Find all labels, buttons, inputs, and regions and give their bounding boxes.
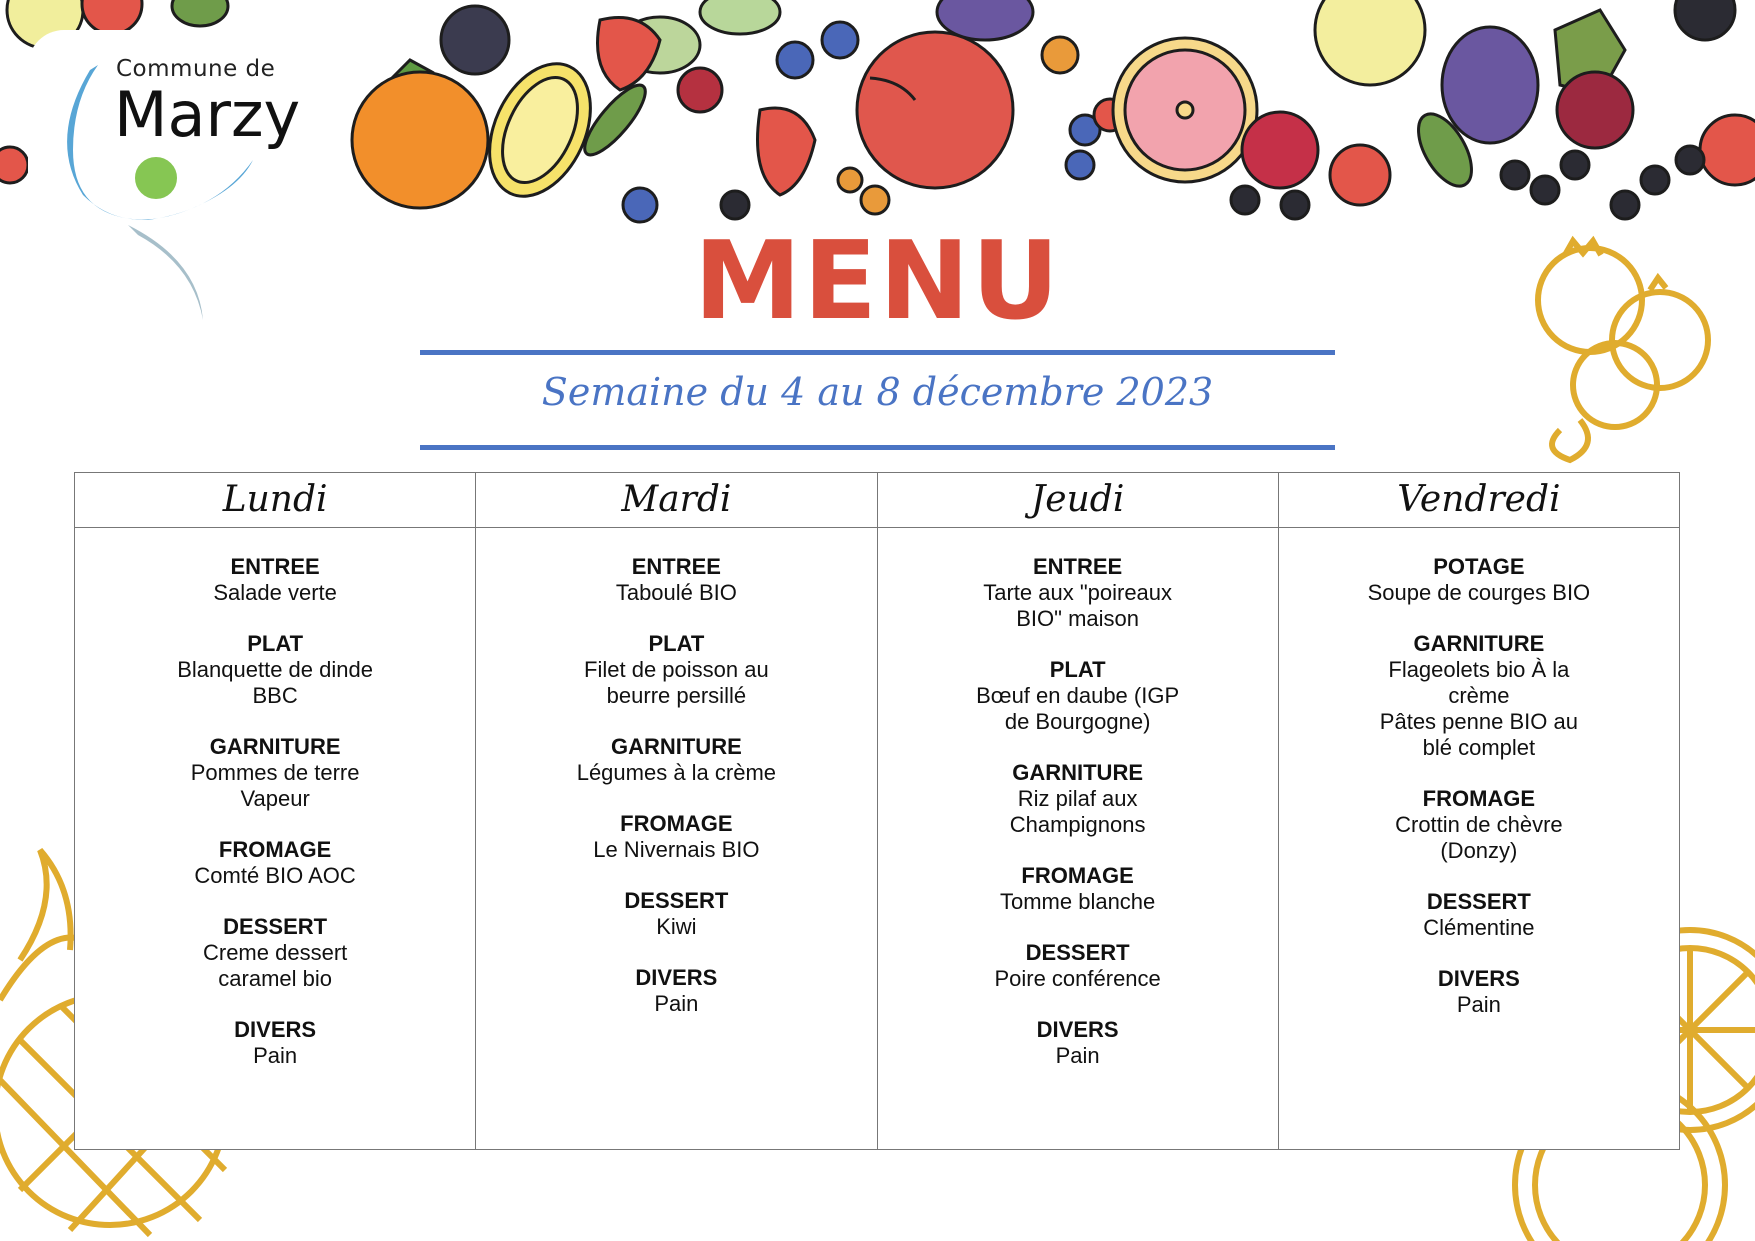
divider-top — [420, 350, 1335, 355]
dish-line: Filet de poisson au — [584, 657, 769, 682]
dish-line: Kiwi — [656, 914, 697, 939]
section-title: DESSERT — [1426, 889, 1531, 914]
section-title: GARNITURE — [209, 734, 341, 759]
section-title: POTAGE — [1433, 554, 1525, 579]
dish-line: Riz pilaf aux — [1017, 786, 1138, 811]
logo-line-marzy: Marzy — [114, 78, 301, 151]
dish-line: BIO" maison — [1016, 606, 1139, 631]
menu-section — [476, 734, 876, 786]
day-body — [1279, 528, 1679, 1043]
dish-line: Crottin de chèvre — [1395, 812, 1563, 837]
menu-section — [75, 631, 475, 709]
day-column-mardi — [476, 473, 877, 1149]
section-title: DESSERT — [624, 888, 729, 913]
dish-line: Légumes à la crème — [576, 760, 777, 785]
section-title: FROMAGE — [1422, 786, 1536, 811]
menu-section — [75, 837, 475, 889]
dish-line: BBC — [252, 683, 298, 708]
menu-section — [1279, 554, 1679, 606]
section-title: GARNITURE — [610, 734, 742, 759]
day-body — [476, 528, 876, 1042]
section-title: PLAT — [247, 631, 304, 656]
menu-section — [878, 657, 1278, 735]
dish-line: Pain — [253, 1043, 298, 1068]
week-subtitle: Semaine du 4 au 8 décembre 2023 — [541, 370, 1214, 414]
dish-line: Tarte aux "poireaux — [983, 580, 1173, 605]
section-title: DIVERS — [1036, 1017, 1119, 1042]
menu-section — [878, 940, 1278, 992]
menu-section — [878, 863, 1278, 915]
dish-line: Tomme blanche — [999, 889, 1156, 914]
day-column-jeudi — [878, 473, 1279, 1149]
dish-line: Clémentine — [1423, 915, 1535, 940]
dish-line: Pâtes penne BIO au — [1379, 709, 1578, 734]
menu-title: MENU — [693, 219, 1062, 344]
section-title: FROMAGE — [620, 811, 733, 836]
menu-section — [1279, 889, 1679, 941]
menu-section — [476, 554, 876, 606]
section-title: DIVERS — [1437, 966, 1520, 991]
dish-line: Bœuf en daube (IGP — [976, 683, 1180, 708]
dish-line: Salade verte — [213, 580, 337, 605]
section-title: FROMAGE — [218, 837, 332, 862]
dish-line: Le Nivernais BIO — [593, 837, 760, 862]
dish-line: Pommes de terre — [190, 760, 360, 785]
menu-section — [476, 965, 876, 1017]
menu-section — [75, 554, 475, 606]
dish-line: Pain — [1456, 992, 1501, 1017]
divider-bottom — [420, 445, 1335, 450]
dish-line: Poire conférence — [994, 966, 1161, 991]
weekly-menu-table — [74, 472, 1680, 1150]
day-column-lundi — [75, 473, 476, 1149]
logo-line-commune: Commune de — [116, 56, 276, 82]
section-title: GARNITURE — [1012, 760, 1144, 785]
section-title: ENTREE — [1033, 554, 1123, 579]
dish-line: Taboulé BIO — [615, 580, 737, 605]
menu-section — [1279, 966, 1679, 1018]
menu-section — [1279, 786, 1679, 864]
day-header: Jeudi — [878, 473, 1278, 528]
dish-line: Pain — [654, 991, 699, 1016]
dish-line: Flageolets bio À la — [1388, 657, 1570, 682]
section-title: PLAT — [1049, 657, 1106, 682]
dish-line: caramel bio — [218, 966, 332, 991]
menu-section — [476, 631, 876, 709]
menu-section — [75, 914, 475, 992]
menu-section — [878, 554, 1278, 632]
dish-line: beurre persillé — [606, 683, 747, 708]
dish-line: blé complet — [1422, 735, 1536, 760]
dish-line: Vapeur — [240, 786, 310, 811]
menu-section — [878, 1017, 1278, 1069]
section-title: DESSERT — [223, 914, 328, 939]
section-title: DESSERT — [1025, 940, 1130, 965]
menu-section — [476, 888, 876, 940]
dish-line: Pain — [1055, 1043, 1100, 1068]
dish-line: Soupe de courges BIO — [1367, 580, 1591, 605]
dish-line: Creme dessert — [202, 940, 348, 965]
dish-line: crème — [1448, 683, 1510, 708]
section-title: ENTREE — [631, 554, 721, 579]
day-body — [75, 528, 475, 1094]
section-title: DIVERS — [234, 1017, 317, 1042]
dish-line: Blanquette de dinde — [177, 657, 373, 682]
day-column-vendredi — [1279, 473, 1679, 1149]
menu-section — [75, 734, 475, 812]
dish-line: (Donzy) — [1440, 838, 1518, 863]
section-title: PLAT — [648, 631, 705, 656]
menu-section — [75, 1017, 475, 1069]
day-body — [878, 528, 1278, 1094]
day-header: Vendredi — [1279, 473, 1679, 528]
section-title: ENTREE — [230, 554, 320, 579]
section-title: FROMAGE — [1021, 863, 1134, 888]
dish-line: Comté BIO AOC — [194, 863, 356, 888]
menu-section — [476, 811, 876, 863]
day-header: Lundi — [75, 473, 475, 528]
menu-section — [878, 760, 1278, 838]
menu-section — [1279, 631, 1679, 761]
day-header: Mardi — [476, 473, 876, 528]
dish-line: de Bourgogne) — [1004, 709, 1151, 734]
dish-line: Champignons — [1009, 812, 1146, 837]
section-title: DIVERS — [635, 965, 718, 990]
section-title: GARNITURE — [1413, 631, 1545, 656]
